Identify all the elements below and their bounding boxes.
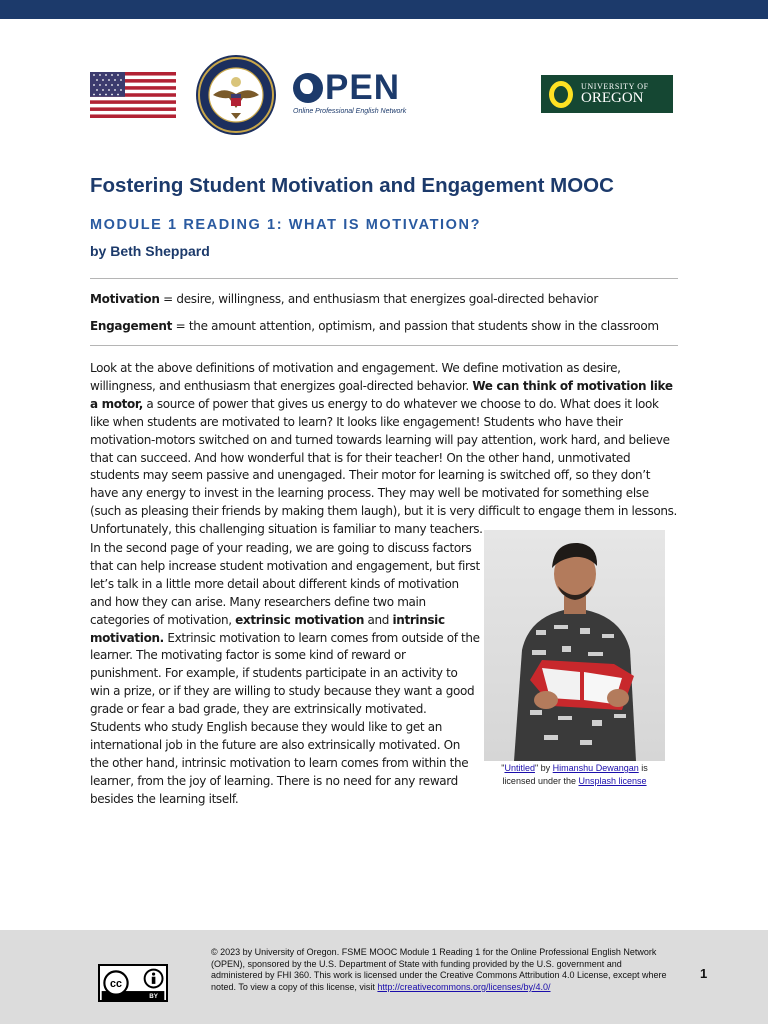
photo-caption: "Untitled" by Himanshu Dewangan is licensed under the Unsplash license — [501, 763, 648, 786]
definitions-block — [90, 289, 680, 343]
creative-commons-by-badge[interactable] — [98, 964, 168, 1002]
cc-by-label: BY — [149, 993, 158, 1001]
document-subtitle: MODULE 1 READING 1: WHAT IS MOTIVATION? — [90, 217, 482, 233]
photo-license-link[interactable]: Unsplash license — [578, 776, 647, 786]
paragraph-types-of-motivation: In the second page of your reading, we are going to discuss factors that can help increase student motivation and engagement, but first let’s talk in a little more detail about different kinds of motivation and how they can arise. Many researchers define two main categories of motivation, extrinsic motivation and intrinsic motivation. Extrinsic motivation to learn comes from outside of the learner. The motivating factor is some kind of reward or punishment. For example, if students participate in an activity to win a prize, or if they are willing to study because they want a good grade or fear a bad grade, they are extrinsically motivated. Students who study English because they would like to get an international job in the future are also extrinsically motivated. On the other hand, intrinsic motivation to learn comes from within the learner, from the joy of learning. There is no need for any reward besides the learning itself. — [90, 541, 480, 806]
divider-bottom — [90, 345, 678, 346]
photo-author-link[interactable]: Himanshu Dewangan — [552, 763, 639, 773]
open-logo-tagline: Online Professional English Network — [293, 108, 407, 115]
open-logo — [293, 68, 428, 120]
definition-motivation: Motivation = desire, willingness, and enthusiasm that energizes goal-directed behavior — [90, 292, 598, 306]
globe-icon — [293, 73, 323, 103]
page-number: 1 — [700, 966, 708, 981]
student-reading-photo — [484, 530, 665, 761]
open-logo-wordmark: PEN — [293, 68, 400, 108]
document-author: by Beth Sheppard — [90, 243, 210, 259]
definition-engagement: Engagement = the amount attention, optimism, and passion that students show in the classroom — [90, 319, 659, 333]
oregon-o-icon — [549, 81, 573, 108]
document-title: Fostering Student Motivation and Engagement MOOC — [90, 174, 614, 197]
department-of-state-seal — [195, 53, 277, 137]
paragraph-motivation-intro: Look at the above definitions of motivation and engagement. We define motivation as desire, willingness, and enthusiasm that energizes goal-directed behavior. We can think of motivation like a motor, a source of power that gives us energy to do whatever we choose to do. What does it look like when students are motivated to learn? It looks like engagement! Students who have their motivation-motors switched on and turned towards learning will pay attention, work hard, and believe that can succeed. And how wonderful that is for their teacher! On the other hand, unmotivated students may seem passive and unengaged. Their motor for learning is switched off, so they don’t have any energy to invest in the learning process. They may well be motivated for something else (such as pleasing their friends by making them laugh), but it is very difficult to engage them in lessons. Unfortunately, this challenging situation is familiar to many teachers. — [90, 361, 677, 537]
university-of-oregon-logo: UNIVERSITY OF OREGON — [541, 75, 673, 113]
logo-row — [90, 53, 680, 137]
student-reading-illustration — [484, 530, 665, 761]
footer-license-text: © 2023 by University of Oregon. FSME MOOC Module 1 Reading 1 for the Online Professional English Network (OPEN), sponsored by the U.S. Department of State with funding provided by the U.S. government and administered by FHI 360. This work is licensed under the Creative Commons Attribution 4.0 License, except where noted. To view a copy of this license, visit http://creativecommons.org/licenses/by/4.0/ — [211, 947, 667, 992]
top-banner-bar — [0, 0, 768, 19]
divider-top — [90, 278, 678, 279]
page-footer — [0, 930, 768, 1024]
photo-title-link[interactable]: Untitled — [504, 763, 535, 773]
license-url-link[interactable]: http://creativecommons.org/licenses/by/4.0/ — [377, 981, 551, 992]
us-flag-logo — [90, 72, 176, 118]
cc-icon: cc — [110, 978, 122, 991]
